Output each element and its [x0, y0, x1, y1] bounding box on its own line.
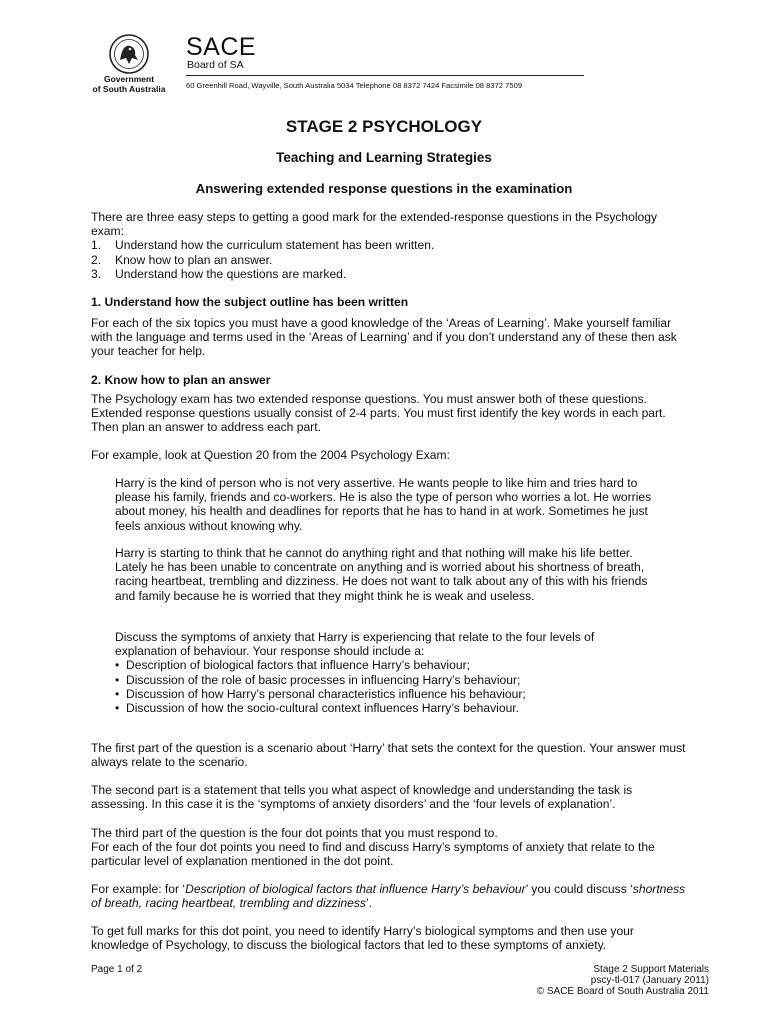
gov-line-2: of South Australia [92, 83, 166, 94]
example-suffix: ’. [365, 896, 373, 911]
footer-line-3: © SACE Board of South Australia 2011 [536, 986, 709, 997]
section-2-paragraph-1: The Psychology exam has two extended response questions. You must answer both of these questions. Extended response questions usually consist of 2-4 parts. You must first identify the key words in each part. Then plan an answer to address each part. [91, 392, 666, 435]
footer-line-2: pscy-tl-017 (January 2011) [590, 975, 709, 986]
list-item: • Description of biological factors that influence Harry’s behaviour; [115, 658, 655, 672]
page-subtitle: Teaching and Learning Strategies [276, 150, 492, 165]
list-item [91, 238, 691, 252]
example-italic-1: Description of biological factors that influence Harry’s behaviour [185, 882, 526, 896]
list-item [91, 253, 691, 267]
steps-list [91, 238, 691, 281]
topic-heading: Answering extended response questions in the examination [195, 181, 573, 196]
footer-info [537, 964, 709, 997]
list-item: • Discussion of the role of basic processes in influencing Harry’s behaviour; [115, 673, 655, 687]
explanation-paragraph-1: The first part of the question is a scenario about ‘Harry’ that sets the context for the question. Your answer must always relate to the scenario. [91, 741, 686, 770]
page-title: STAGE 2 PSYCHOLOGY [285, 117, 483, 136]
page-number: Page 1 of 2 [91, 964, 143, 975]
government-label [86, 75, 172, 94]
explanation-paragraph-2: The second part is a statement that tells you what aspect of knowledge and understanding the task is assessing. In this case it is the ‘symptoms of anxiety disorders’ and the ‘four levels of explanation’. [91, 783, 633, 812]
example-italic-2: shortness of breath, racing heartbeat, trembling and dizziness [91, 882, 686, 911]
question-bullets [115, 658, 655, 715]
step-number: 2. [91, 252, 102, 267]
example-middle: ’ you could discuss ‘ [525, 882, 633, 896]
list-item: • Discussion of how the socio-cultural context influences Harry’s behaviour. [115, 701, 655, 715]
step-number: 3. [91, 266, 102, 281]
section-2-paragraph-2: For example, look at Question 20 from the 2004 Psychology Exam: [91, 448, 450, 462]
example-paragraph [91, 882, 691, 910]
step-text: Understand how the questions are marked. [115, 266, 347, 281]
gov-line-1: Government [103, 74, 155, 84]
intro-text: There are three easy steps to getting a good mark for the extended-response questions in the Psychology exam: [91, 210, 658, 239]
full-marks-paragraph: To get full marks for this dot point, you need to identify Harry’s biological symptoms and then use your knowledge of Psychology, to discuss the biological factors that led to these symptoms of anxiety. [91, 924, 634, 953]
intro-paragraph [91, 210, 691, 281]
explanation-line-a: The third part of the question is the four dot points that you must respond to. [91, 826, 498, 840]
footer-line-1: Stage 2 Support Materials [593, 964, 709, 975]
list-item: • Discussion of how Harry’s personal characteristics influence his behaviour; [115, 687, 655, 701]
explanation-line-b: For each of the four dot points you need to find and discuss Harry’s symptoms of anxiety that relate to the particular level of explanation mentioned in the dot point. [91, 840, 655, 869]
government-crest-icon [107, 33, 151, 75]
org-subtitle: Board of SA [187, 59, 244, 71]
section-1-paragraph: For each of the six topics you must have a good knowledge of the ‘Areas of Learning’. Make yourself familiar with the language and terms used in the ‘Areas of Learning’ and if you don’t understand any of these then ask your teacher for help. [91, 316, 677, 359]
header-divider [186, 75, 584, 76]
explanation-paragraph-3 [91, 826, 691, 869]
scenario-paragraph-2: Harry is starting to think that he cannot do anything right and that nothing will make his life better. Lately he has been unable to concentrate on anything and is worried about his shortness of breath, racing heartbeat, trembling and dizziness. He does not want to talk about any of this with his friends and family because he is worried that they might think he is weak and useless. [115, 546, 648, 603]
section-1-heading: 1. Understand how the subject outline has been written [91, 295, 409, 309]
step-text: Know how to plan an answer. [115, 252, 273, 267]
step-number: 1. [91, 238, 102, 253]
example-prefix: For example: for ‘ [91, 882, 186, 896]
scenario-paragraph-1: Harry is the kind of person who is not very assertive. He wants people to like him and tries hard to please his family, friends and co-workers. He is also the type of person who worries a lot. He worries about money, his health and deadlines for reports that he has to hand in at work. Sometimes he just feels anxious without knowing why. [115, 476, 652, 533]
question-prompt [115, 630, 655, 715]
step-text: Understand how the curriculum statement has been written. [115, 238, 435, 253]
question-prompt-text: Discuss the symptoms of anxiety that Harry is experiencing that relate to the four levels of explanation of behaviour. Your response should include a: [115, 630, 595, 659]
list-item [91, 267, 691, 281]
address-line: 60 Greenhill Road, Wayville, South Australia 5034 Telephone 08 8372 7424 Facsimile 08 8372 7509 [186, 81, 523, 90]
section-2-heading: 2. Know how to plan an answer [91, 373, 271, 387]
org-name: SACE [186, 33, 257, 61]
